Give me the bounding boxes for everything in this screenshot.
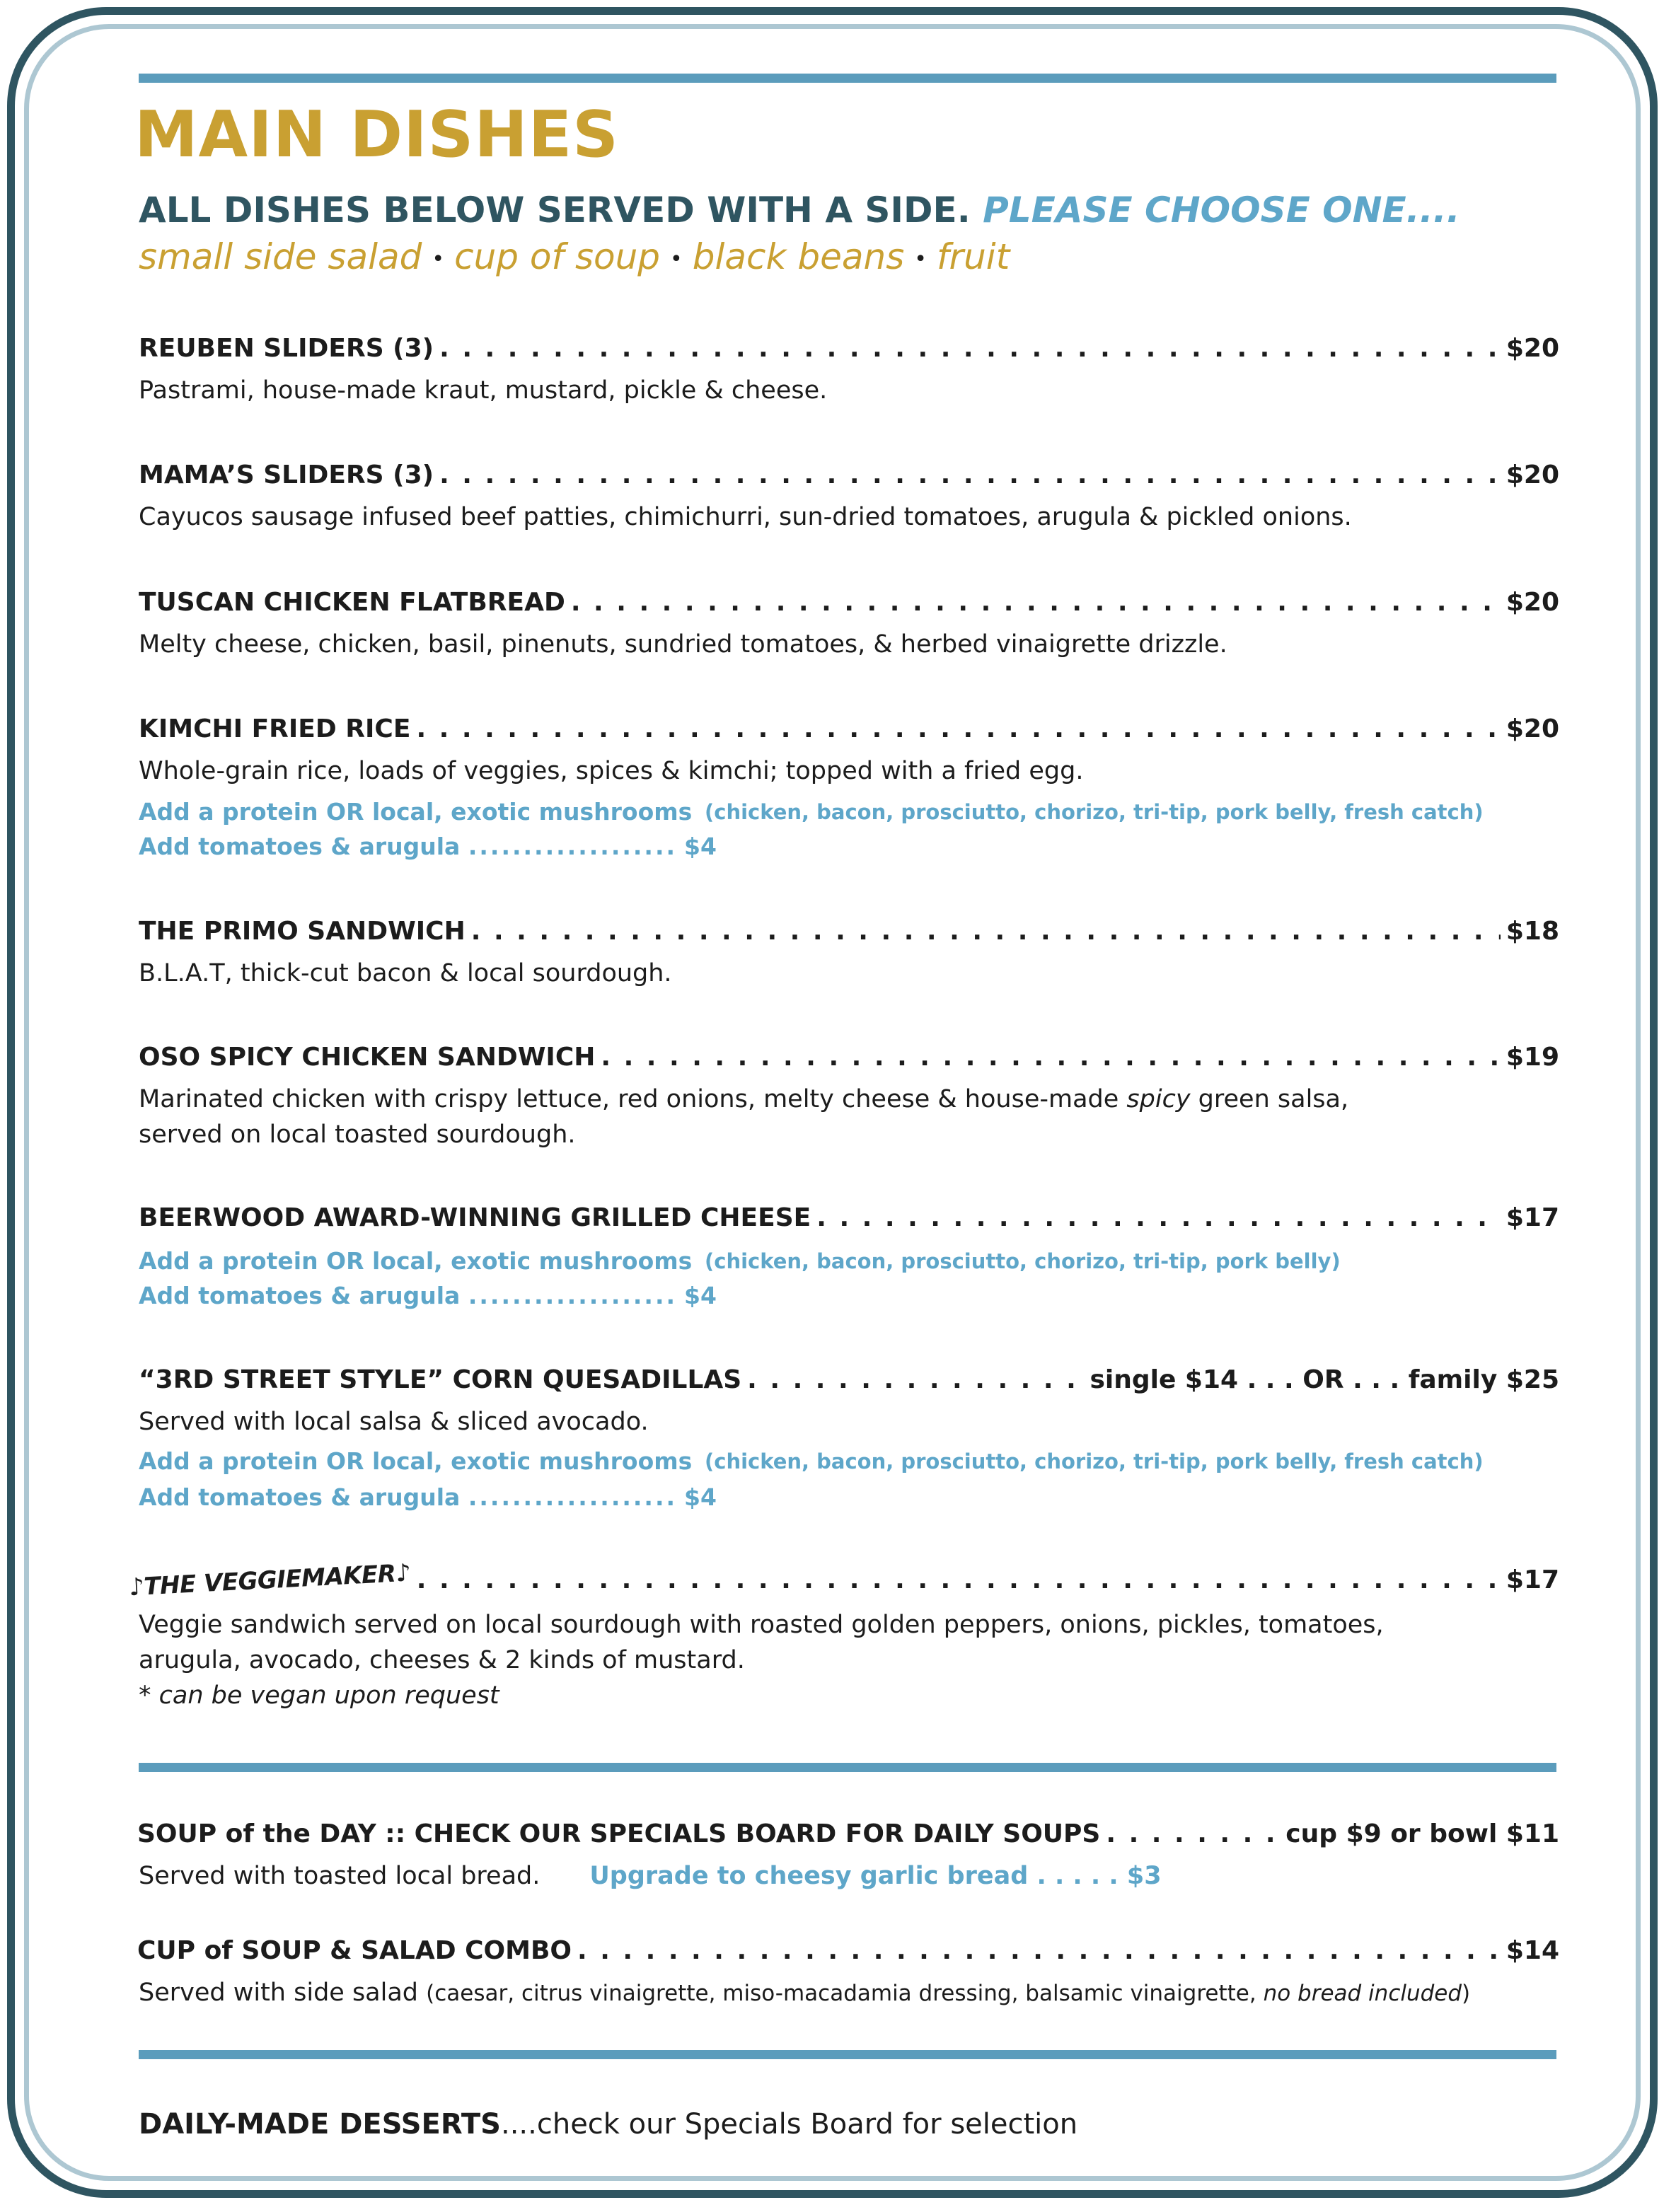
item-price: $17 xyxy=(1505,1203,1559,1232)
side-option: small side salad xyxy=(139,236,422,277)
side-option: black beans xyxy=(692,236,905,277)
page-title: MAIN DISHES xyxy=(134,98,619,172)
addon-tomatoes: Add tomatoes & arugula ................... $4 xyxy=(139,833,717,860)
desserts-text: ....check our Specials Board for selection xyxy=(500,2108,1078,2141)
item-price: $14 xyxy=(1505,1936,1559,1965)
top-divider xyxy=(139,74,1556,83)
side-option: fruit xyxy=(936,236,1010,277)
addon-tomatoes: Add tomatoes & arugula ................... $4 xyxy=(139,1282,717,1309)
item-description: Pastrami, house-made kraut, mustard, pickle & cheese. xyxy=(139,376,828,405)
menu-item-mamas-sliders xyxy=(139,459,1559,492)
menu-item-corn-quesadillas xyxy=(139,1364,1559,1396)
addon-tomatoes-label: Add tomatoes & arugula xyxy=(139,1282,461,1309)
addon-protein-label: Add a protein OR local, exotic mushrooms xyxy=(139,798,693,826)
desserts-note xyxy=(139,2107,1077,2142)
leader-dots xyxy=(471,915,1501,948)
addon-price: $4 xyxy=(684,833,717,860)
leader-dots xyxy=(439,459,1501,492)
menu-item-kimchi-fried-rice xyxy=(139,713,1559,746)
addon-protein xyxy=(139,796,1559,828)
item-description: B.L.A.T, thick-cut bacon & local sourdough. xyxy=(139,959,672,988)
addon-price: $4 xyxy=(684,1282,717,1309)
item-price: $19 xyxy=(1505,1043,1559,1072)
item-price: $20 xyxy=(1505,714,1559,743)
addon-protein xyxy=(139,1445,1559,1478)
addon-protein xyxy=(139,1245,1559,1278)
addon-price: $4 xyxy=(684,1483,717,1511)
item-name: “3RD STREET STYLE” CORN QUESADILLAS xyxy=(139,1365,742,1394)
addon-protein-label: Add a protein OR local, exotic mushrooms xyxy=(139,1247,693,1275)
upgrade-garlic-bread: Upgrade to cheesy garlic bread . . . . . $3 xyxy=(589,1862,1162,1890)
sides-instruction xyxy=(139,190,1460,231)
sides-instruction-choose: PLEASE CHOOSE ONE.... xyxy=(983,190,1460,231)
addon-tomatoes: Add tomatoes & arugula ................... $4 xyxy=(139,1483,717,1511)
leader-dots xyxy=(1106,1818,1280,1851)
item-description: Veggie sandwich served on local sourdough with roasted golden peppers, onions, pickles, tomatoes, arugula, avocado, cheeses & 2 kinds of mustard. * can be vegan upon request xyxy=(139,1611,1384,1710)
leader-dots xyxy=(439,332,1501,365)
leader-dots xyxy=(816,1202,1501,1234)
addon-protein-options: (chicken, bacon, prosciutto, chorizo, tri-tip, pork belly, fresh catch) xyxy=(705,1449,1484,1473)
item-price: $20 xyxy=(1505,588,1559,617)
addon-tomatoes-label: Add tomatoes & arugula xyxy=(139,1483,461,1511)
item-name: KIMCHI FRIED RICE xyxy=(139,714,411,743)
item-name: CUP of SOUP & SALAD COMBO xyxy=(137,1936,572,1965)
desserts-label: DAILY-MADE DESSERTS xyxy=(139,2108,501,2141)
addon-protein-options: (chicken, bacon, prosciutto, chorizo, tri-tip, pork belly) xyxy=(705,1249,1341,1273)
item-price: single $14 . . . OR . . . family $25 xyxy=(1090,1365,1559,1394)
item-price: $17 xyxy=(1505,1565,1559,1594)
mid-divider xyxy=(139,1763,1556,1772)
item-description: Served with local salsa & sliced avocado. xyxy=(139,1408,649,1436)
item-price: cup $9 or bowl $11 xyxy=(1285,1819,1559,1848)
side-option: cup of soup xyxy=(454,236,661,277)
leader-dots xyxy=(417,1564,1501,1597)
side-options: small side salad • cup of soup • black beans • fruit xyxy=(139,236,1010,277)
addon-protein-label: Add a protein OR local, exotic mushrooms xyxy=(139,1447,693,1475)
item-description: Marinated chicken with crispy lettuce, red onions, melty cheese & house-made spicy green salsa, served on local toasted sourdough. xyxy=(139,1085,1349,1149)
menu-item-soup-of-the-day xyxy=(137,1818,1559,1851)
menu-item-oso-spicy-chicken-sandwich xyxy=(139,1041,1559,1074)
vegan-note: * can be vegan upon request xyxy=(139,1681,499,1710)
item-name: MAMA’S SLIDERS (3) xyxy=(139,461,434,490)
menu-item-tuscan-chicken-flatbread xyxy=(139,586,1559,619)
item-name: OSO SPICY CHICKEN SANDWICH xyxy=(139,1043,596,1072)
item-description: Served with side salad (caesar, citrus vinaigrette, miso-macadamia dressing, balsamic vinaigrette, no bread included) xyxy=(139,1979,1471,2007)
menu-item-primo-sandwich xyxy=(139,915,1559,948)
menu-item-veggiemaker xyxy=(128,1558,1559,1602)
leader-dots xyxy=(416,713,1500,746)
addon-protein-options: (chicken, bacon, prosciutto, chorizo, tri-tip, pork belly, fresh catch) xyxy=(705,800,1484,824)
item-name: SOUP of the DAY :: CHECK OUR SPECIALS BOARD FOR DAILY SOUPS xyxy=(137,1819,1101,1848)
item-name: REUBEN SLIDERS (3) xyxy=(139,334,434,363)
item-description: Whole-grain rice, loads of veggies, spices & kimchi; topped with a fried egg. xyxy=(139,757,1084,785)
menu-item-soup-salad-combo xyxy=(137,1935,1559,1967)
leader-dots xyxy=(601,1041,1500,1074)
item-description: Cayucos sausage infused beef patties, chimichurri, sun-dried tomatoes, arugula & pickled onions. xyxy=(139,503,1352,531)
item-price: $18 xyxy=(1505,917,1559,946)
leader-dots xyxy=(577,1935,1501,1967)
item-name: BEERWOOD AWARD-WINNING GRILLED CHEESE xyxy=(139,1203,811,1232)
leader-dots xyxy=(571,586,1501,619)
addon-tomatoes-label: Add tomatoes & arugula xyxy=(139,833,461,860)
item-name: ♪THE VEGGIEMAKER♪ xyxy=(128,1558,412,1602)
menu-item-reuben-sliders xyxy=(139,332,1559,365)
item-name: TUSCAN CHICKEN FLATBREAD xyxy=(139,588,565,617)
menu-item-beerwood-grilled-cheese xyxy=(139,1202,1559,1234)
leader-dots xyxy=(747,1364,1084,1396)
sides-instruction-lead: ALL DISHES BELOW SERVED WITH A SIDE. xyxy=(139,190,971,231)
item-price: $20 xyxy=(1505,334,1559,363)
item-name: THE PRIMO SANDWICH xyxy=(139,917,466,946)
item-price: $20 xyxy=(1505,461,1559,490)
item-description: Melty cheese, chicken, basil, pinenuts, sundried tomatoes, & herbed vinaigrette drizzle. xyxy=(139,630,1227,659)
bottom-divider xyxy=(139,2050,1556,2059)
item-description: Served with toasted local bread. Upgrade to cheesy garlic bread . . . . . $3 xyxy=(139,1862,1162,1890)
